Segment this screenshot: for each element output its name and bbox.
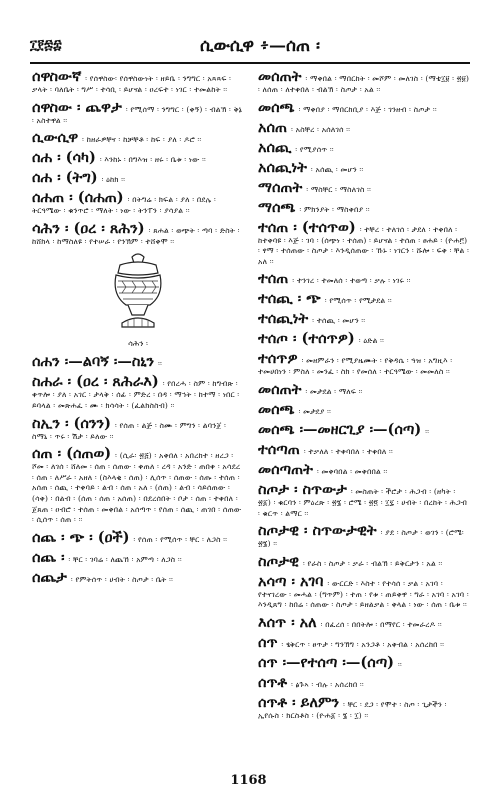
entry-headword: ሰጨ ፡: [32, 548, 65, 566]
entry-headword: አሳጣ ፡ አገባ: [258, 572, 324, 590]
entry-headword: ሰጨ ፡ ጭ ፡ (ዐች): [32, 528, 130, 546]
entry-headword: ስጦታ ፡ ስጥውታ: [258, 480, 347, 498]
dictionary-entry: [32, 373, 244, 411]
dictionary-entry: [258, 553, 470, 570]
entry-definition: ፡ የሚሰማ ፡ ንግግር ፡ (ቀኝ) ፡ ብልኽ ፡ ቅኔ ፡ አስተዋል ፡፡: [32, 104, 243, 125]
entry-definition: ፡ ያደ ፡ ስጦታ ፡ ወገን ፡ (ሮሜ፡ ፳፮) ፡፡: [258, 528, 464, 549]
dictionary-entry: [258, 99, 470, 116]
page-header: [30, 38, 470, 60]
dictionary-entry: [258, 270, 470, 287]
entry-headword: አሰጪ: [258, 138, 292, 156]
dictionary-entry: [32, 529, 244, 546]
entry-definition: ፡ ተቸረ ፡ ተለገሰ ፡ ታደለ ፡ ተቀበለ ፡ ከተቀባዩ ፡ እጅ ፡ ገባ ፡ (ሰጭነ ፡ ተሰጠ) ፡ ይሆናል ፡ ተሰጠ ፡ ፀሐይ ፡ (ዮሐ፫) ፡ ፃማ ፡ ተሰጠው ፡ ስጦታ ፡ እንዲሰጠው ፡ ኹኑ ፡ ነገርን ፡ ሹሎ ፡ ፍቀ ፡ ቸል ፡ አለ ፡፡: [258, 224, 470, 266]
entry-definition: ፡ ዕድል ፡፡: [358, 336, 385, 346]
entry-headword: ተሰጪነት: [258, 310, 309, 328]
dictionary-entry: [258, 441, 470, 458]
dictionary-entry: [258, 350, 470, 378]
entry-headword: ሰዋስው ፡ ጨዋታ: [32, 98, 122, 116]
entry-headword: ተሰጣጠ: [258, 440, 300, 458]
entry-headword: መሰጠት: [258, 68, 302, 85]
entry-headword: ሰጥ ፡—የተሰጣ ፡—(ሰጣ): [258, 653, 395, 671]
dictionary-entry: [32, 415, 244, 443]
dictionary-entry: [32, 549, 244, 566]
entry-definition: ፡ አስቸረ ፡ አሰለገሰ ፡፡: [291, 124, 351, 134]
entry-headword: ሰጥቶ ፡ ይለምን: [258, 693, 340, 711]
entry-headword: ሰሐጠ ፡ (ሰሐጠ): [32, 189, 124, 207]
dictionary-entry: [258, 401, 470, 418]
entry-definition: ፡ መቀባበል ፡ መቀበበል ፡፡: [316, 466, 388, 476]
dictionary-entry: [258, 634, 470, 651]
dictionary-entry: [32, 445, 244, 526]
dictionary-entry: [258, 654, 470, 671]
entry-definition: ፡ ፅጉኣ ፡ ብሉ ፡ አሰረከበ ፡፡: [291, 679, 364, 689]
entry-headword: ስሐራ ፡ (ዐረ ፡ ጸሕራእ): [32, 373, 159, 391]
entry-headword: ሰጥቶ: [258, 673, 288, 691]
entry-headword: ሰሐ ፡ (ሳካ): [32, 149, 96, 167]
entry-headword: ማሰጫ: [258, 198, 296, 216]
entry-definition: ፡ (ሲራ፡ ፳፭) ፡ አቀበለ ፡ አበረከተ ፡ ዘረጋ ፡ ሾመ ፡ ለገሰ ፡ ሸለመ ፡ ሰጠ ፡ ሰጠው ፡ ቀጠለ ፡ ረዳ ፡ አንድ ፡ ጠበቀ ፡ አሳደረ ፡ ሰጠ ፡ ለሥራ ፡ አዘለ ፡ (ስእላቂ ፡ ሰጠ) ፡ ሊሰጥ ፡ ሰጠው ፡ ሰጡ ፡ ተሰጠ ፡ አሰጠ ፡ ሰጪ ፡ ተቀባይ ፡ ልብ ፡ ሰጠ ፡ አለ ፡ (ሰጠ) ፡ ልብ ፡ ሳይሰጠው ፡ (ሳቀ) ፡ በልብ ፡ (ሰጠ ፡ ሰጠ ፡ አሰጠ) ፡ በደረሰበት ፡ ቦታ ፡ ሰጠ ፡ ተቀበለ ፡ ጀጸጠ ፡ ዐብሮ ፡ ተሰጠ ፡ መቀበል ፡ አሰጣጥ ፡ የሰጠ ፡ ሰጪ ፡ ጠገበ ፡ ሰጠው ፡ ሲሰጥ ፡ ሰጠ ፡ ፡፡: [32, 451, 242, 525]
entry-headword: መሰጫ: [258, 400, 295, 418]
entry-definition: ፡ መዘምራን ፡ የሚያዜሙት ፡ የቅዳሴ ፡ ጓዝ ፡ አግዚእ ፡ ተመሀበነን ፡ ምስለ ፡ መንፈ ፡ ስክ ፡ የመሰለ ፡ ተርጓሜው ፡ መመለስ ፡፡: [258, 356, 453, 377]
entry-definition: ፡፡: [398, 659, 402, 669]
entry-definition: ፡ ማቀበያ ፡ ማበርከቢያ ፡ እጅ ፡ ገንዘብ ፡ ስጦታ ፡፡: [298, 104, 437, 114]
entry-headword: መሰጠት: [258, 380, 302, 398]
entry-definition: ፡ በፈረሰ ፡ በበትሎ ፡ በማየር ፡ ተመራረዶ ፡፡: [320, 619, 442, 629]
entry-definition: ፡ ተሰጪ ፡ መሆን ፡፡: [312, 316, 366, 326]
entry-definition: ፡ የበረሓ ፡ ስም ፡ ከግብጽ ፡ ቀጥሎ ፡ ያለ ፡ አገር ፡ ታላቅ ፡ ሰፊ ፡ ምድረ ፡ በዳ ፡ ማኅት ፡ ከተማ ፡ ነበር ፡ ይባላል ፡ መጽሐፈ ፡ ሙ ፡ ክሳሳት ፡ (ፈልክስስብ) ፡፡: [32, 379, 240, 410]
dictionary-entry: [32, 220, 244, 248]
entry-definition: ፡ የሰጠ ፡ የሚሰጥ ፡ ቸር ፡ ለጋስ ፡፡: [133, 534, 228, 544]
header-rule: [30, 62, 470, 64]
entry-headword: መሰጫ: [258, 98, 295, 116]
dictionary-entry: [258, 461, 470, 478]
entry-definition: ፡ መታደያ ፡፡: [298, 406, 332, 416]
entry-definition: ፡ መታደል ፡ ማለፍ ፡፡: [305, 386, 363, 396]
page-code: ፲፻፷፰: [30, 38, 62, 53]
entry-definition: ፡ አሰጪ ፡ መሆን ፡፡: [310, 164, 364, 174]
entry-headword: እሰጥ ፡ አለ: [258, 613, 317, 631]
entry-headword: ተሰጥዎ: [258, 350, 298, 368]
entry-headword: መሰጣጠት: [258, 460, 313, 478]
dictionary-entry: [32, 129, 244, 146]
running-title: ሲውሲዋ ፥—ሰጠ ፡: [200, 36, 321, 56]
dictionary-entry: [32, 353, 244, 370]
page-number: 1168: [230, 773, 267, 788]
entry-definition: ፡ ጸሐል ፡ ወጭት ፡ ጣባ ፡ ድስት ፡ ከሸክላ ፡ ከማስለዩ ፡ የተሠራ ፡ የንኽም ፡ ተሸቀሞ ፡፡: [32, 225, 240, 246]
dictionary-entry: [258, 330, 470, 347]
illustration: [32, 251, 244, 337]
dictionary-entry: [32, 569, 244, 586]
dictionary-entry: [32, 99, 244, 127]
entry-headword: ተሰጪ ፡ ጭ: [258, 290, 321, 308]
entry-definition: ፡ የሚያሰጥ ፡፡: [295, 144, 334, 154]
entry-headword: ሰሐን ፡—ልባኝ ፡—ስኒን: [32, 353, 155, 371]
entry-definition: ፡ ማስቸር ፡ ማስለገስ ፡፡: [306, 184, 372, 194]
entry-definition: ፡ ተንገረ ፡ ተመለሰ ፡ ተወጣ ፡ ቃሉ ፡ ነገሩ ፡፡: [292, 276, 411, 286]
dictionary-entry: [258, 119, 470, 136]
entry-definition: ፡፡: [425, 426, 430, 436]
entry-headword: ማሰጠት: [258, 178, 303, 196]
entry-definition: ፡ ዕከክ ፡፡: [101, 175, 126, 185]
entry-headword: ሲውሲዋ: [32, 129, 79, 147]
entry-definition: ፡ የምትሰጥ ፡ ሀብት ፡ ስጦታ ፡ ቤት ፡፡: [70, 574, 174, 584]
dictionary-entry: [258, 573, 470, 611]
dictionary-entry: [258, 68, 470, 96]
dictionary-entry: [32, 68, 244, 96]
dictionary-entry: [258, 522, 470, 550]
entry-definition: ፡ ተቃለለ ፡ ተቀባበለ ፡ ተቀበለ ፡፡: [303, 446, 393, 456]
entry-definition: ፡ ቸር ፡ ደጋ ፡ የሞተ ፡ ስጦ ፡ ጊታችን ፡ ኢየሱስ ፡ ክርስቶስ ፡ (ዮሐ፩ ፡ ፮ ፡ ፲) ፡፡: [258, 699, 447, 720]
entry-definition: ፡ ውርርድ ፡ እስተ ፡ የተሳሰ ፡ ቃል ፡ አገባ ፡ የተናገረው ፡ መሓል ፡ (ግጥም) ፡ ተጠ ፡ የቱ ፡ ጠይቀዋ ፡ ግራ ፡ አገባ ፡ አገባ ፡ እንዲጸግ ፡ ከበሬ ፡ ሰጠው ፡ ስጦታ ፡ ይዘልቃል ፡ ቀላል ፡ ነው ፡ ሰጠ ፡ ቤቱ ፡፡: [258, 578, 469, 610]
dictionary-entry: [258, 290, 470, 307]
entry-definition: ፡ ማቀበል ፡ ማበርከት ፡ መሾም ፡ መለገስ ፡ (ማቴ፲፱ ፡ ፳፱) ፡ ለሰጠ ፡ ለተቀበለ ፡ ብልኽ ፡ ስጦታ ፡ አል ፡፡: [258, 74, 470, 94]
entry-definition: ፡ እንከኑ ፡ በግእዝ ፡ ዘሩ ፡ ቤቱ ፡ ነው ፡፡: [99, 155, 207, 165]
dictionary-entry: [258, 199, 470, 216]
entry-headword: ሰጠ ፡ (ሰጠወ): [32, 445, 112, 463]
entry-definition: ፡ የሚሰጥ ፡ የሚታደል ፡፡: [324, 296, 392, 306]
basket-illustration: [102, 251, 174, 335]
entry-headword: ሰጥ: [258, 633, 278, 651]
entry-headword: ስኢን ፡ (ሰንን): [32, 414, 111, 432]
entry-definition: ፡፡: [158, 359, 163, 369]
entry-definition: ፡ ከዘራዎቸና ፡ ከቻቸቶ ፡ ከፍ ፡ ያለ ፡ ዶሮ ፡፡: [82, 135, 202, 145]
entry-headword: ተሰጠ: [258, 270, 289, 288]
entry-definition: ፡ የሰጠ ፡ ልጅ ፡ ስሙ ፡ ምግን ፡ ልባንጀ ፡ ስማኒ ፡ ጥሩ ፡ ሽታ ፡ ይለው ፡፡: [32, 420, 227, 441]
right-column: [258, 68, 470, 788]
entry-headword: ሰዋስውኛ: [32, 68, 82, 85]
entry-definition: ፡ ምክንያት ፡ ማስቀበያ ፡፡: [299, 204, 370, 214]
entry-headword: ስጦታዊ: [258, 552, 299, 570]
dictionary-entry: [258, 481, 470, 519]
entry-headword: ተሰጠ ፡ (ተሰጥወ): [258, 218, 356, 236]
entry-definition: ፡ ፄቅርጥ ፡ ፀጥታ ፡ ግንኽግ ፡ አንጋቶ ፡ አቀብል ፡ አሰረከበ ፡፡: [281, 639, 445, 649]
dictionary-entry: [258, 421, 470, 438]
dictionary-entry: [258, 179, 470, 196]
dictionary-entry: [258, 694, 470, 722]
dictionary-entry: [32, 169, 244, 186]
dictionary-entry: [32, 149, 244, 166]
entry-definition: ፡ ቸር ፡ ገባሬ ፡ ለጨኸ ፡ አምጣ ፡ ለጋስ ፡፡: [68, 554, 182, 564]
entry-definition: ፡ በትግሬ ፡ ክፍል ፡ ያለ ፡ በደሌ ፡ ትርጓሜው ፡ ቁንጥሮ ፡ ማለት ፡ ነው ፡ ትንፐን ፡ ያሳያል ፡፡: [32, 195, 216, 216]
entry-definition: ፡ የራስ ፡ ስጦታ ፡ ቃራ ፡ ብልኽ ፡ ይቅርታን ፡ አል ፡፡: [303, 558, 443, 568]
entry-headword: መሰጫ ፡—መዘርጊያ ፡—(ሰጣ): [258, 420, 422, 438]
dictionary-entry: [258, 674, 470, 691]
entry-headword: ሰሐ ፡ (ትግ): [32, 169, 98, 187]
entry-headword: ሰጨታ: [32, 568, 67, 586]
left-column: [32, 68, 244, 740]
entry-headword: አሰጠ: [258, 118, 288, 136]
dictionary-entry: [258, 614, 470, 631]
dictionary-entry: [258, 139, 470, 156]
entry-headword: ተሰጦ ፡ (ተሰጥዎ): [258, 330, 355, 348]
illustration-caption: ሳሕን ፡: [128, 339, 148, 349]
entry-headword: ሳሕን ፡ (ዐረ ፡ ጸሕን): [32, 219, 145, 237]
dictionary-entry: [32, 189, 244, 217]
entry-headword: ስጦታዊ ፡ ስጥውታዊት: [258, 522, 377, 540]
entry-definition: ፡ የሰዋስው፡ የሰዋስውነት ፡ ዘይቤ ፡ ንግግር ፡ አጻጻፍ ፡ ቃላት ፡ ባለቤት ፡ ግሥ ፡ ተሳቢ ፡ ይሆናል ፡ ዐረፍተ ፡ ነገር ፡ ተመልከት ፡፡: [32, 74, 232, 94]
entry-headword: አሰጪነት: [258, 158, 307, 176]
dictionary-entry: [258, 159, 470, 176]
entry-definition: ፡ መስጠት ፡ ችሮታ ፡ ሕጋብ ፡ (ዘካት ፡ ፳፩) ፡ ቁርባን ፡ ምዕረጽ ፡ ፳፮ ፡ ሮሜ ፡ ፳፬ ፡ ፲፯ ፡ ሀብት ፡ በረከት ፡ ሕጋብ ፡ ቁርጥ ፡ ልማር ፡፡: [258, 486, 467, 518]
dictionary-entry: [258, 219, 470, 268]
dictionary-entry: [258, 310, 470, 327]
dictionary-entry: [258, 381, 470, 398]
